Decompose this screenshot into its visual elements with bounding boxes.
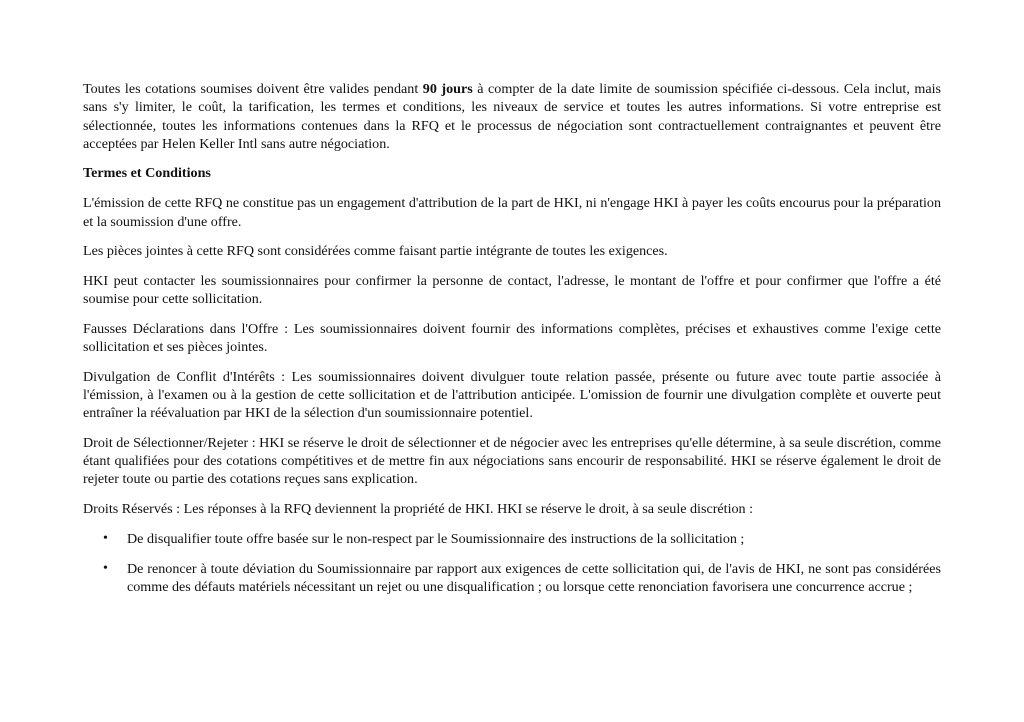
section-heading: Termes et Conditions bbox=[83, 165, 211, 182]
document-page bbox=[83, 80, 941, 608]
paragraph-right-to-select: Droit de Sélectionner/Rejeter : HKI se réserve le droit de sélectionner et de négocier avec les entreprises qu'elle détermine, à sa seule discrétion, comme étant qualifiées pour des cotations compétitives et de mettre fin aux négociations sans encourir de responsabilité. HKI se réserve également le droit de rejeter toute ou partie des cotations reçues sans explication. bbox=[83, 434, 941, 488]
paragraph-contact: HKI peut contacter les soumissionnaires pour confirmer la personne de contact, l'adresse, le montant de l'offre et pour confirmer que l'offre a été soumise pour cette sollicitation. bbox=[83, 272, 941, 308]
bullet-icon: • bbox=[103, 530, 108, 546]
paragraph-reserved-rights: Droits Réservés : Les réponses à la RFQ deviennent la propriété de HKI. HKI se réserve le droit, à sa seule discrétion : bbox=[83, 501, 754, 518]
paragraph-no-commitment: L'émission de cette RFQ ne constitue pas un engagement d'attribution de la part de HKI, ni n'engage HKI à payer les coûts encourus pour la préparation et la soumission d'une offre. bbox=[83, 195, 941, 230]
list-item bbox=[83, 530, 941, 548]
validity-text-end: à compter de la date limite de soumission spécifiée ci-dessous. Cela inclut, mais sans s'y limiter, le coût, la tarification, les termes et conditions, les niveaux de service et toutes les autres informations. Si votre entreprise est sélectionnée, toutes les informations contenues dans la RFQ et le processus de négociation sont contractuellement contraignantes et peuvent être acceptées par Helen Keller Intl sans autre négociation. bbox=[83, 81, 942, 152]
validity-text-start: Toutes les cotations soumises doivent être valides pendant bbox=[83, 81, 423, 97]
validity-paragraph bbox=[83, 80, 941, 153]
paragraph-attachments: Les pièces jointes à cette RFQ sont considérées comme faisant partie intégrante de toutes les exigences. bbox=[83, 243, 668, 260]
list-item bbox=[83, 560, 941, 597]
paragraph-false-statements: Fausses Déclarations dans l'Offre : Les soumissionnaires doivent fournir des informations complètes, précises et exhaustives comme l'exige cette sollicitation et ses pièces jointes. bbox=[83, 320, 941, 356]
bullet-icon: • bbox=[103, 560, 108, 576]
list-item-text: De renoncer à toute déviation du Soumissionnaire par rapport aux exigences de cette sollicitation qui, de l'avis de HKI, ne sont pas considérées comme des défauts matériels nécessitant un rejet ou une disqualification ; ou lorsque cette renonciation favorisera une concurrence accrue ; bbox=[127, 560, 941, 595]
list-item-text: De disqualifier toute offre basée sur le non-respect par le Soumissionnaire des instructions de la sollicitation ; bbox=[127, 530, 745, 547]
reserved-rights-list bbox=[83, 530, 941, 596]
paragraph-conflict-of-interest: Divulgation de Conflit d'Intérêts : Les soumissionnaires doivent divulguer toute relation passée, présente ou future avec toute partie associée à l'émission, à l'examen ou à la gestion de cette sollicitation et de l'attribution anticipée. L'omission de fournir une divulgation complète et ouverte peut entraîner la réévaluation par HKI de la sélection d'un soumissionnaire potentiel. bbox=[83, 368, 941, 422]
validity-duration: 90 jours bbox=[422, 81, 473, 97]
